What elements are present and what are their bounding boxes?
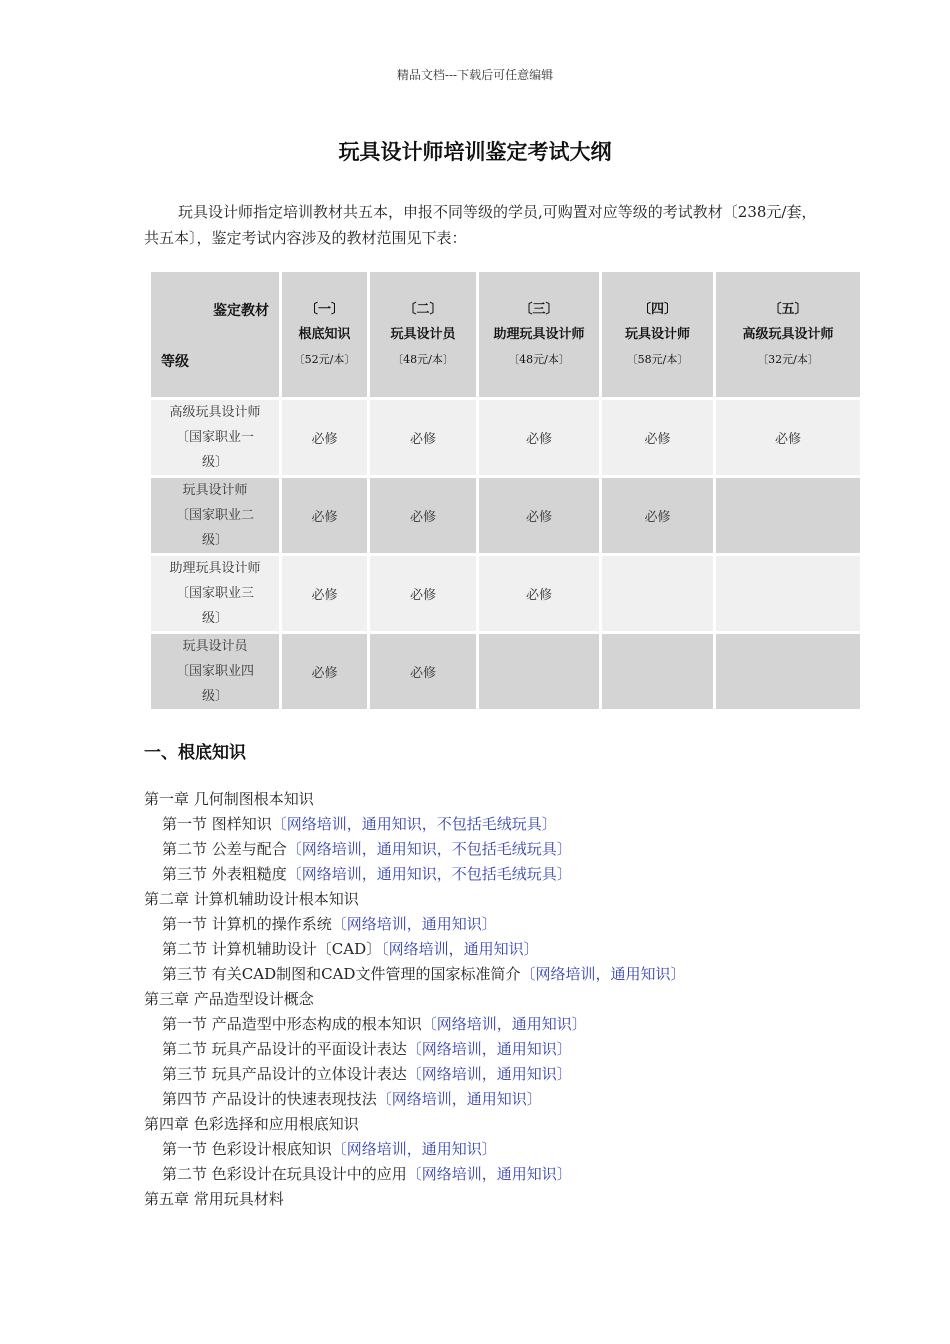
section-line	[144, 912, 844, 937]
level-line: 〔国家职业三	[175, 586, 254, 601]
level-line: 高级玩具设计师	[169, 405, 261, 420]
outline-list	[144, 787, 844, 1212]
level-line: 级〕	[201, 689, 228, 704]
level-line: 〔国家职业二	[175, 508, 254, 523]
table-cell: 必修	[479, 478, 599, 553]
section-text: 第二节 计算机辅助设计〔CAD〕	[162, 940, 382, 958]
section-note: 〔网络培训，通用知识〕	[406, 1065, 572, 1083]
section-text: 第一节 图样知识	[162, 815, 272, 833]
table-cell: 必修	[479, 556, 599, 631]
chapter-text: 第二章 计算机辅助设计根本知识	[144, 890, 359, 908]
column-price: 〔58元/本〕	[626, 353, 689, 366]
section-note: 〔网络培训，通用知识〕	[331, 1140, 497, 1158]
column-name: 玩具设计师	[624, 327, 690, 342]
section-text: 第一节 计算机的操作系统	[162, 915, 332, 933]
level-line: 玩具设计师	[182, 483, 248, 498]
section-text: 第三节 玩具产品设计的立体设计表达	[162, 1065, 407, 1083]
level-cell	[151, 556, 279, 631]
chapter-line	[144, 987, 844, 1012]
table-cell	[602, 634, 713, 709]
column-header	[716, 272, 860, 397]
section-line	[144, 1087, 844, 1112]
table-cell: 必修	[282, 556, 367, 631]
column-name: 根底知识	[298, 327, 351, 342]
section-text: 第二节 玩具产品设计的平面设计表达	[162, 1040, 407, 1058]
section-text: 第一节 产品造型中形态构成的根本知识	[162, 1015, 422, 1033]
level-line: 〔国家职业四	[175, 664, 254, 679]
chapter-text: 第四章 色彩选择和应用根底知识	[144, 1115, 359, 1133]
section-note: 〔网络培训，通用知识〕	[376, 1090, 542, 1108]
section-text: 第二节 公差与配合	[162, 840, 287, 858]
column-name: 高级玩具设计师	[742, 327, 834, 342]
table-cell: 必修	[370, 400, 476, 475]
table-corner-header	[151, 272, 279, 397]
chapter-line	[144, 887, 844, 912]
intro-paragraph: 玩具设计师指定培训教材共五本，申报不同等级的学员,可购置对应等级的考试教材〔238元/套，共五本〕，鉴定考试内容涉及的教材范围见下表：	[144, 203, 817, 247]
column-price: 〔48元/本〕	[508, 353, 570, 366]
section-text: 第四节 产品设计的快速表现技法	[162, 1090, 377, 1108]
section-text: 第三节 外表粗糙度	[162, 865, 287, 883]
section-note: 〔网络培训，通用知识〕	[331, 915, 497, 933]
table-cell: 必修	[282, 400, 367, 475]
column-name: 玩具设计员	[390, 327, 456, 342]
section-note: 〔网络培训，通用知识〕	[421, 1015, 587, 1033]
column-header	[602, 272, 713, 397]
section-heading: 一、根底知识	[144, 743, 246, 763]
section-note: 〔网络培训，通用知识〕	[381, 940, 539, 958]
chapter-line	[144, 1112, 844, 1137]
section-line	[144, 962, 844, 987]
section-note: 〔网络培训，通用知识，不包括毛绒玩具〕	[271, 815, 557, 833]
section-line	[144, 1162, 844, 1187]
table-cell: 必修	[602, 478, 713, 553]
table-cell: 必修	[479, 400, 599, 475]
section-text: 第三节 有关CAD制图和CAD文件管理的国家标准简介	[162, 965, 521, 983]
table-cell: 必修	[370, 478, 476, 553]
column-header	[282, 272, 367, 397]
column-header	[370, 272, 476, 397]
document-title: 玩具设计师培训鉴定考试大纲	[338, 139, 612, 164]
section-line	[144, 1037, 844, 1062]
level-line: 级〕	[201, 611, 228, 626]
section-note: 〔网络培训，通用知识〕	[520, 965, 686, 983]
section-note: 〔网络培训，通用知识〕	[406, 1165, 572, 1183]
section-line	[144, 812, 844, 837]
column-number: 〔三〕	[519, 302, 559, 317]
table-cell: 必修	[370, 556, 476, 631]
column-header	[479, 272, 599, 397]
table-cell	[716, 478, 860, 553]
corner-bottom-label: 等级	[161, 354, 189, 370]
section-line	[144, 1062, 844, 1087]
section-line	[144, 862, 844, 887]
chapter-text: 第一章 几何制图根本知识	[144, 790, 314, 808]
chapter-text: 第三章 产品造型设计概念	[144, 990, 314, 1008]
table-cell: 必修	[282, 478, 367, 553]
table-cell: 必修	[370, 634, 476, 709]
section-note: 〔网络培训，通用知识〕	[406, 1040, 572, 1058]
column-number: 〔二〕	[403, 302, 443, 317]
column-name: 助理玩具设计师	[493, 327, 585, 342]
chapter-line	[144, 1187, 844, 1212]
column-number: 〔五〕	[768, 302, 808, 317]
section-line	[144, 837, 844, 862]
chapter-text: 第五章 常用玩具材料	[144, 1190, 284, 1208]
level-line: 玩具设计员	[182, 639, 248, 654]
column-number: 〔一〕	[304, 302, 344, 317]
table-cell	[716, 634, 860, 709]
table-cell	[479, 634, 599, 709]
section-text: 第二节 色彩设计在玩具设计中的应用	[162, 1165, 407, 1183]
section-line	[144, 937, 844, 962]
level-line: 助理玩具设计师	[169, 561, 261, 576]
table-row	[151, 478, 860, 553]
section-note: 〔网络培训，通用知识，不包括毛绒玩具〕	[286, 840, 572, 858]
table-cell	[602, 556, 713, 631]
exam-scope-table-container	[151, 272, 857, 712]
column-price: 〔52元/本〕	[293, 353, 356, 366]
table-row	[151, 634, 860, 709]
section-note: 〔网络培训，通用知识，不包括毛绒玩具〕	[286, 865, 572, 883]
level-line: 级〕	[201, 455, 228, 470]
table-header-row	[151, 272, 860, 397]
table-cell	[716, 556, 860, 631]
column-price: 〔48元/本〕	[392, 353, 454, 366]
section-line	[144, 1137, 844, 1162]
level-line: 级〕	[201, 533, 228, 548]
table-cell: 必修	[282, 634, 367, 709]
level-cell	[151, 400, 279, 475]
level-cell	[151, 634, 279, 709]
table-cell: 必修	[716, 400, 860, 475]
level-line: 〔国家职业一	[175, 430, 254, 445]
section-text: 第一节 色彩设计根底知识	[162, 1140, 332, 1158]
table-cell: 必修	[602, 400, 713, 475]
section-line	[144, 1012, 844, 1037]
column-number: 〔四〕	[637, 302, 677, 317]
level-cell	[151, 478, 279, 553]
chapter-line	[144, 787, 844, 812]
column-price: 〔32元/本〕	[757, 353, 819, 366]
exam-scope-table	[148, 269, 863, 712]
table-row	[151, 556, 860, 631]
corner-top-label: 鉴定教材	[213, 303, 269, 319]
page-header-note: 精品文档---下载后可任意编辑	[396, 68, 554, 82]
table-row	[151, 400, 860, 475]
